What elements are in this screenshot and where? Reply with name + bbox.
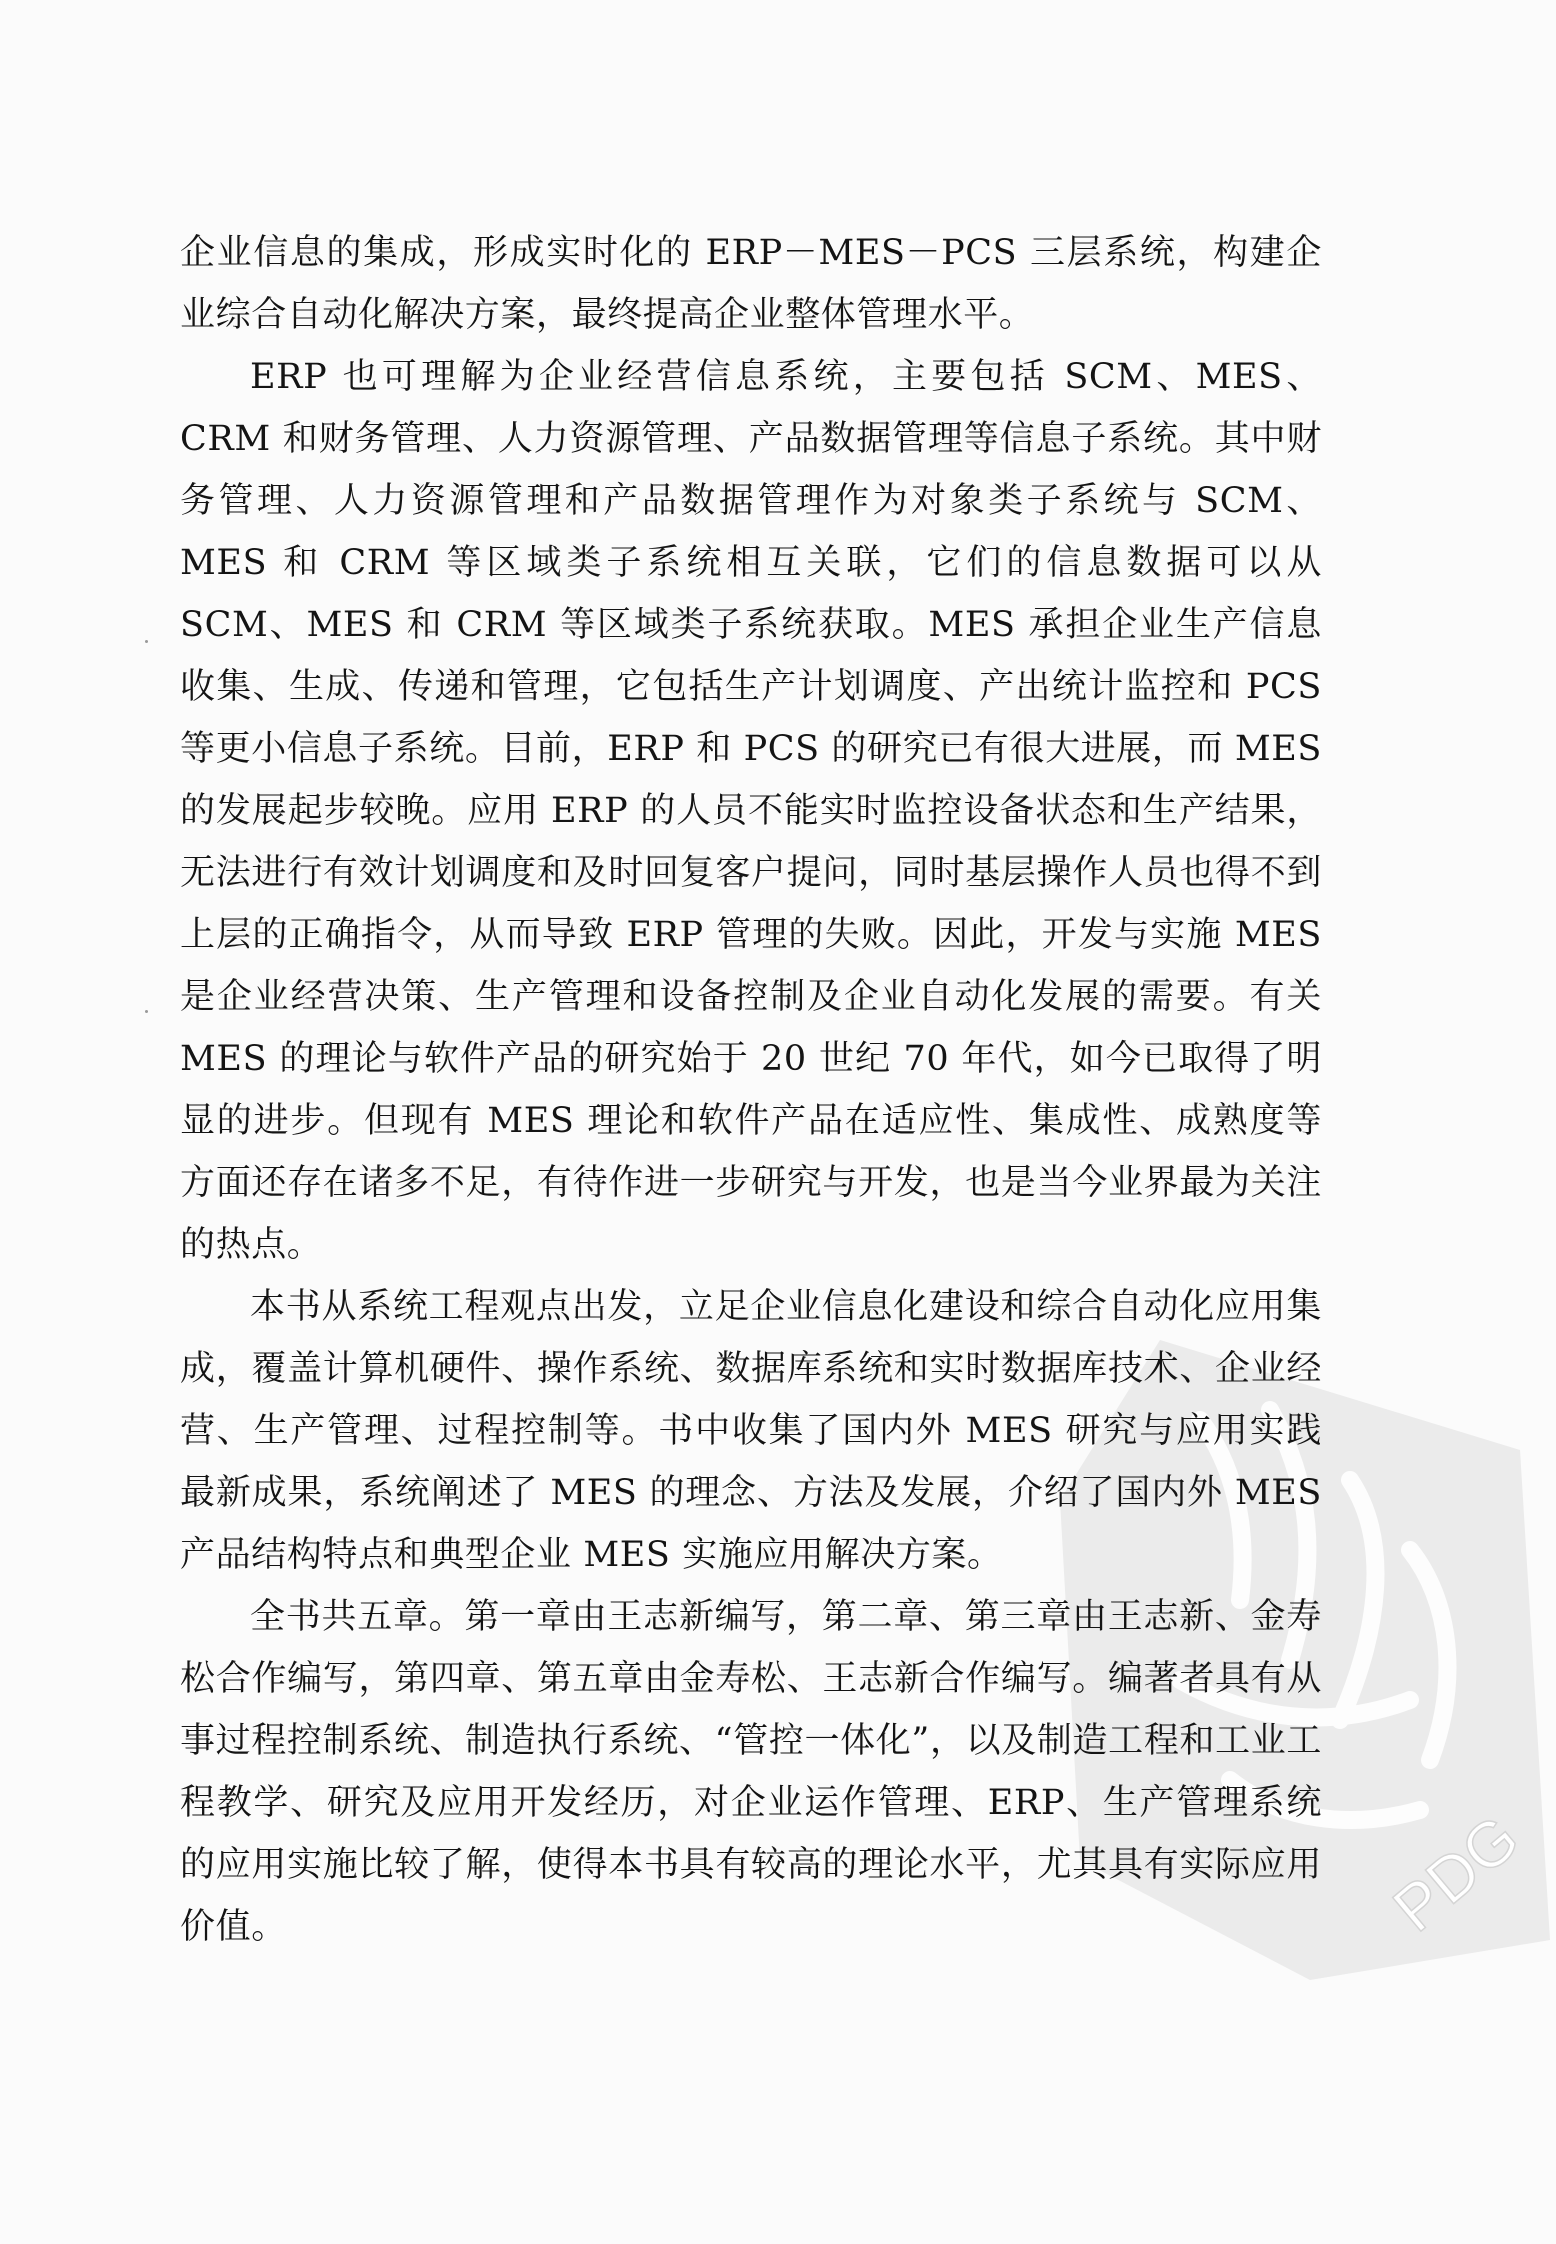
paragraph-1: 企业信息的集成，形成实时化的 ERP－MES－PCS 三层系统，构建企业综合自动化解决方案，最终提高企业整体管理水平。 [180, 233, 1322, 335]
scan-speck [145, 1010, 148, 1013]
body-text [180, 222, 1322, 1958]
paragraph-3: 本书从系统工程观点出发，立足企业信息化建设和综合自动化应用集成，覆盖计算机硬件、操作系统、数据库系统和实时数据库技术、企业经营、生产管理、过程控制等。书中收集了国内外 MES 研究与应用实践最新成果，系统阐述了 MES 的理念、方法及发展，介绍了国内外 MES 产品结构特点和典型企业 MES 实施应用解决方案。 [180, 1287, 1322, 1575]
watermark-text: PDG [1379, 1800, 1533, 1946]
scan-speck [145, 640, 148, 643]
paragraph-4: 全书共五章。第一章由王志新编写，第二章、第三章由王志新、金寿松合作编写，第四章、第五章由金寿松、王志新合作编写。编著者具有从事过程控制系统、制造执行系统、“管控一体化”，以及制造工程和工业工程教学、研究及应用开发经历，对企业运作管理、ERP、生产管理系统的应用实施比较了解，使得本书具有较高的理论水平，尤其具有实际应用价值。 [180, 1597, 1322, 1947]
paragraph-2: ERP 也可理解为企业经营信息系统，主要包括 SCM、MES、CRM 和财务管理、人力资源管理、产品数据管理等信息子系统。其中财务管理、人力资源管理和产品数据管理作为对象类子系统与 SCM、MES 和 CRM 等区域类子系统相互关联，它们的信息数据可以从 SCM、MES 和 CRM 等区域类子系统获取。MES 承担企业生产信息收集、生成、传递和管理，它包括生产计划调度、产出统计监控和 PCS 等更小信息子系统。目前，ERP 和 PCS 的研究已有很大进展，而 MES 的发展起步较晚。应用 ERP 的人员不能实时监控设备状态和生产结果，无法进行有效计划调度和及时回复客户提问，同时基层操作人员也得不到上层的正确指令，从而导致 ERP 管理的失败。因此，开发与实施 MES 是企业经营决策、生产管理和设备控制及企业自动化发展的需要。有关 MES 的理论与软件产品的研究始于 20 世纪 70 年代，如今已取得了明显的进步。但现有 MES 理论和软件产品在适应性、集成性、成熟度等方面还存在诸多不足，有待作进一步研究与开发，也是当今业界最为关注的热点。 [180, 357, 1322, 1265]
